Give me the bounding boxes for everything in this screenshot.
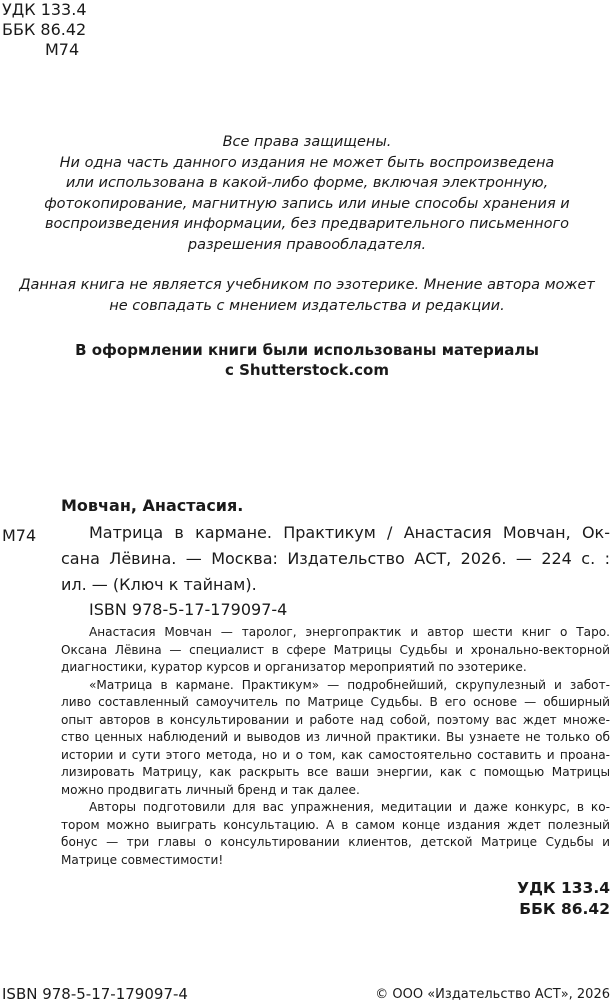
- annotation-line: Авторы подготовили для вас упражнения, медитации и даже конкурс, в ко-: [89, 800, 610, 814]
- rights-line: фотокопирование, магнитную запись или иные способы хранения и: [44, 195, 570, 212]
- annotation-line: ство ценных наблюдений и выводов из личной практики. Вы узнаете не только об: [61, 730, 610, 744]
- annotation: [61, 624, 610, 869]
- catalog-isbn: ISBN 978-5-17-179097-4: [89, 600, 288, 619]
- catalog-entry: [61, 520, 610, 598]
- credits-line: В оформлении книги были использованы материалы: [75, 341, 539, 359]
- rights-line: разрешения правообладателя.: [187, 236, 427, 253]
- annotation-line: диагностики, куратор курсов и организатор мероприятий по эзотерике.: [61, 660, 527, 674]
- annotation-line: бонус — три главы о консультировании клиентов, детской Матрице Судьбы и: [61, 835, 610, 849]
- annotation-line: лизировать Матрицу, как раскрыть все ваши энергии, как с помощью Матрицы: [61, 765, 610, 779]
- catalog-side-mark: М74: [2, 526, 37, 545]
- classification-codes: [2, 0, 87, 60]
- footer-copyright: © ООО «Издательство АСТ», 2026: [375, 987, 610, 1002]
- rights-notice: [0, 132, 614, 316]
- image-credits: [0, 340, 614, 380]
- rights-line: воспроизведения информации, без предварительного письменного: [45, 216, 569, 232]
- annotation-line: Матрице совместимости!: [61, 852, 224, 867]
- footer-isbn: ISBN 978-5-17-179097-4: [2, 985, 188, 1003]
- annotation-line: Оксана Лёвина — специалист в сфере Матрицы Судьбы и хронально-векторной: [61, 642, 610, 657]
- catalog-line: сана Лёвина. — Москва: Издательство АСТ, 2026. — 224 с. :: [61, 549, 610, 568]
- annotation-line: ливо составленный самоучитель по Матрице Судьбы. В его основе — обширный: [61, 695, 610, 709]
- disclaimer-line: не совпадать с мнением издательства и редакции.: [109, 297, 505, 314]
- catalog-line: Матрица в кармане. Практикум / Анастасия Мовчан, Ок-: [89, 523, 610, 542]
- udk-code: УДК 133.4: [2, 0, 87, 19]
- closing-bbk: ББК 86.42: [519, 900, 610, 918]
- closing-udk: УДК 133.4: [517, 879, 610, 897]
- catalog-line: ил. — (Ключ к тайнам).: [61, 575, 257, 594]
- annotation-line: опыт авторов в консультировании и работе над собой, поэтому вас ждет множе-: [61, 712, 610, 727]
- closing-codes: [517, 878, 610, 920]
- annotation-line: «Матрица в кармане. Практикум» — подробнейший, скрупулезный и забот-: [89, 677, 610, 692]
- annotation-line: можно продвигать личный бренд и так далее.: [61, 782, 360, 797]
- rights-line: Ни одна часть данного издания не может быть воспроизведена: [59, 154, 555, 171]
- bbk-code: ББК 86.42: [2, 20, 87, 39]
- annotation-line: Анастасия Мовчан — таролог, энергопрактик и автор шести книг о Таро.: [89, 625, 610, 639]
- annotation-line: истории и сути этого метода, но и о том, как самостоятельно составить и проана-: [61, 747, 610, 762]
- rights-line: или использована в какой-либо форме, включая электронную,: [65, 175, 549, 191]
- annotation-line: тором можно выиграть консультацию. А в самом конце издания ждет полезный: [61, 817, 610, 832]
- author-mark: М74: [45, 40, 80, 59]
- catalog-author-heading: Мовчан, Анастасия.: [61, 496, 244, 515]
- rights-line: Все права защищены.: [222, 134, 392, 150]
- disclaimer-line: Данная книга не является учебником по эзотерике. Мнение автора может: [19, 277, 595, 293]
- credits-line: с Shutterstock.com: [225, 361, 389, 379]
